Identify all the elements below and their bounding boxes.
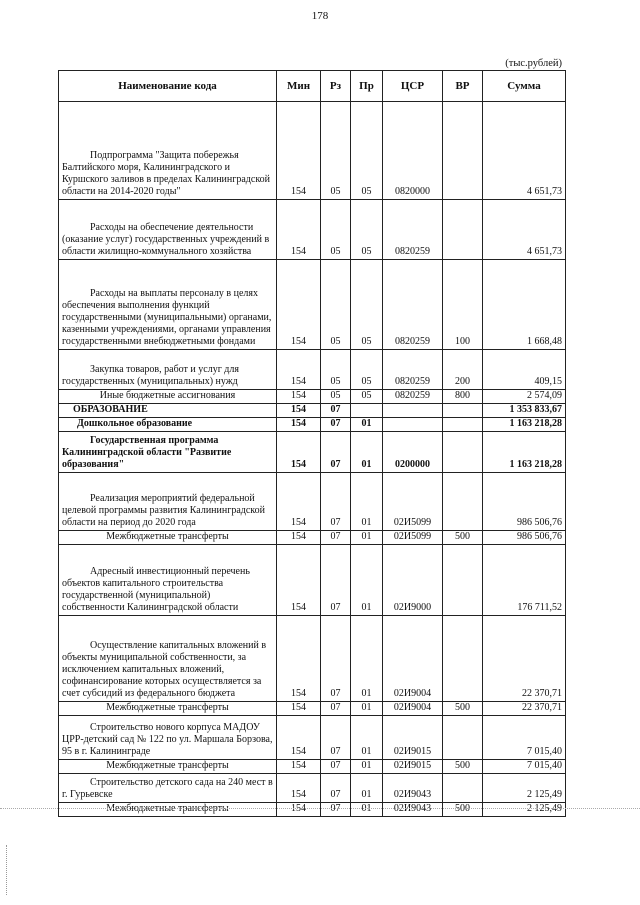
row-name: ОБРАЗОВАНИЕ	[59, 404, 277, 418]
scan-dotted-line	[0, 800, 640, 809]
row-pr: 01	[351, 803, 383, 817]
row-name: Расходы на выплаты персоналу в целях обеспечения выполнения функций государственными (муниципальными) органами, казенными учреждениями, органами управления государственными внебюджетными фондами	[59, 260, 277, 350]
row-rz: 07	[321, 716, 351, 760]
row-min: 154	[277, 473, 321, 531]
table-row	[59, 102, 566, 200]
row-rz: 07	[321, 702, 351, 716]
units-label: (тыс.рублей)	[505, 58, 562, 69]
row-pr	[351, 404, 383, 418]
row-sum: 1 163 218,28	[483, 418, 566, 432]
row-name: Строительство детского сада на 240 мест в г. Гурьевске	[59, 774, 277, 803]
table-row	[59, 702, 566, 716]
row-vr	[443, 102, 483, 200]
row-rz: 05	[321, 350, 351, 390]
row-pr: 05	[351, 200, 383, 260]
row-pr: 05	[351, 260, 383, 350]
scan-margin-marks	[6, 845, 9, 895]
row-csr	[383, 404, 443, 418]
row-name: Межбюджетные трансферты	[59, 531, 277, 545]
row-csr: 0820000	[383, 102, 443, 200]
header-vr: ВР	[443, 71, 483, 102]
row-sum: 2 125,49	[483, 774, 566, 803]
row-name: Расходы на обеспечение деятельности (оказание услуг) государственных учреждений в области жилищно-коммунального хозяйства	[59, 200, 277, 260]
row-pr: 05	[351, 102, 383, 200]
header-name: Наименование кода	[59, 71, 277, 102]
row-vr	[443, 200, 483, 260]
table-row	[59, 616, 566, 702]
row-vr: 200	[443, 350, 483, 390]
row-vr	[443, 432, 483, 473]
row-min: 154	[277, 803, 321, 817]
header-rz: Рз	[321, 71, 351, 102]
table-row	[59, 350, 566, 390]
row-rz: 05	[321, 390, 351, 404]
row-sum: 7 015,40	[483, 716, 566, 760]
header-sum: Сумма	[483, 71, 566, 102]
row-min: 154	[277, 418, 321, 432]
row-vr: 500	[443, 803, 483, 817]
table-row	[59, 716, 566, 760]
table-row	[59, 531, 566, 545]
row-min: 154	[277, 702, 321, 716]
row-min: 154	[277, 102, 321, 200]
row-pr: 05	[351, 350, 383, 390]
row-sum: 409,15	[483, 350, 566, 390]
row-vr: 500	[443, 702, 483, 716]
row-rz: 07	[321, 404, 351, 418]
row-name: Межбюджетные трансферты	[59, 702, 277, 716]
row-csr: 02И9043	[383, 774, 443, 803]
row-vr: 100	[443, 260, 483, 350]
row-sum: 1 163 218,28	[483, 432, 566, 473]
row-name: Осуществление капитальных вложений в объекты муниципальной собственности, за исключением капитальных вложений, софинансирование которых осуществляется за счет субсидий из федерального бюджета	[59, 616, 277, 702]
row-csr: 02И9004	[383, 702, 443, 716]
row-name: Дошкольное образование	[59, 418, 277, 432]
page-number: 178	[311, 10, 329, 22]
row-rz: 07	[321, 760, 351, 774]
row-vr: 800	[443, 390, 483, 404]
row-pr: 01	[351, 702, 383, 716]
table-row	[59, 432, 566, 473]
row-pr: 01	[351, 716, 383, 760]
row-vr: 500	[443, 760, 483, 774]
header-pr: Пр	[351, 71, 383, 102]
row-csr: 02И9000	[383, 545, 443, 616]
table-row	[59, 473, 566, 531]
row-pr: 01	[351, 774, 383, 803]
row-pr: 01	[351, 616, 383, 702]
row-sum: 7 015,40	[483, 760, 566, 774]
row-min: 154	[277, 716, 321, 760]
row-rz: 07	[321, 531, 351, 545]
row-name: Государственная программа Калининградской области "Развитие образования"	[59, 432, 277, 473]
header-csr: ЦСР	[383, 71, 443, 102]
row-min: 154	[277, 531, 321, 545]
row-csr: 02И9015	[383, 716, 443, 760]
row-rz: 05	[321, 260, 351, 350]
row-pr: 05	[351, 390, 383, 404]
row-csr: 0820259	[383, 260, 443, 350]
row-vr	[443, 774, 483, 803]
row-vr	[443, 418, 483, 432]
row-sum: 4 651,73	[483, 102, 566, 200]
row-min: 154	[277, 760, 321, 774]
row-min: 154	[277, 774, 321, 803]
row-sum: 986 506,76	[483, 473, 566, 531]
row-sum: 986 506,76	[483, 531, 566, 545]
table-row	[59, 404, 566, 418]
row-name: Межбюджетные трансферты	[59, 760, 277, 774]
row-vr	[443, 716, 483, 760]
row-rz: 07	[321, 803, 351, 817]
row-rz: 05	[321, 200, 351, 260]
row-name: Строительство нового корпуса МАДОУ ЦРР-детский сад № 122 по ул. Маршала Борзова, 95 в г. Калининграде	[59, 716, 277, 760]
header-min: Мин	[277, 71, 321, 102]
row-pr: 01	[351, 760, 383, 774]
row-name: Адресный инвестиционный перечень объектов капитального строительства государственной (муниципальной) собственности Калининградской области	[59, 545, 277, 616]
table-row	[59, 200, 566, 260]
row-pr: 01	[351, 473, 383, 531]
row-name: Подпрограмма "Защита побережья Балтийского моря, Калининградского и Куршского заливов в пределах Калининградской области на 2014-2020 годы"	[59, 102, 277, 200]
row-csr: 02И9004	[383, 616, 443, 702]
row-csr: 0820259	[383, 390, 443, 404]
row-csr: 02И5099	[383, 473, 443, 531]
row-min: 154	[277, 432, 321, 473]
row-pr: 01	[351, 545, 383, 616]
table-row	[59, 760, 566, 774]
row-csr: 02И9043	[383, 803, 443, 817]
row-csr	[383, 418, 443, 432]
budget-table	[58, 70, 566, 817]
row-pr: 01	[351, 531, 383, 545]
row-vr	[443, 545, 483, 616]
row-rz: 07	[321, 545, 351, 616]
row-csr: 02И9015	[383, 760, 443, 774]
row-rz: 07	[321, 774, 351, 803]
row-sum: 22 370,71	[483, 702, 566, 716]
row-sum: 2 125,49	[483, 803, 566, 817]
table-row	[59, 260, 566, 350]
row-vr	[443, 473, 483, 531]
row-name: Реализация мероприятий федеральной целевой программы развития Калининградской области на период до 2020 года	[59, 473, 277, 531]
row-min: 154	[277, 200, 321, 260]
row-min: 154	[277, 404, 321, 418]
row-min: 154	[277, 350, 321, 390]
table-row	[59, 418, 566, 432]
row-vr	[443, 404, 483, 418]
row-pr: 01	[351, 418, 383, 432]
row-csr: 02И5099	[383, 531, 443, 545]
row-vr: 500	[443, 531, 483, 545]
row-name: Закупка товаров, работ и услуг для государственных (муниципальных) нужд	[59, 350, 277, 390]
row-sum: 22 370,71	[483, 616, 566, 702]
table-row	[59, 774, 566, 803]
row-sum: 176 711,52	[483, 545, 566, 616]
table-header-row	[59, 71, 566, 102]
row-name: Межбюджетные трансферты	[59, 803, 277, 817]
row-vr	[443, 616, 483, 702]
row-rz: 07	[321, 473, 351, 531]
row-min: 154	[277, 390, 321, 404]
row-csr: 0200000	[383, 432, 443, 473]
row-rz: 07	[321, 418, 351, 432]
row-rz: 05	[321, 102, 351, 200]
table-row	[59, 390, 566, 404]
row-csr: 0820259	[383, 350, 443, 390]
row-min: 154	[277, 260, 321, 350]
row-min: 154	[277, 616, 321, 702]
row-rz: 07	[321, 616, 351, 702]
row-sum: 4 651,73	[483, 200, 566, 260]
row-pr: 01	[351, 432, 383, 473]
row-sum: 2 574,09	[483, 390, 566, 404]
row-csr: 0820259	[383, 200, 443, 260]
row-name: Иные бюджетные ассигнования	[59, 390, 277, 404]
row-min: 154	[277, 545, 321, 616]
row-sum: 1 668,48	[483, 260, 566, 350]
row-sum: 1 353 833,67	[483, 404, 566, 418]
row-rz: 07	[321, 432, 351, 473]
table-row	[59, 545, 566, 616]
